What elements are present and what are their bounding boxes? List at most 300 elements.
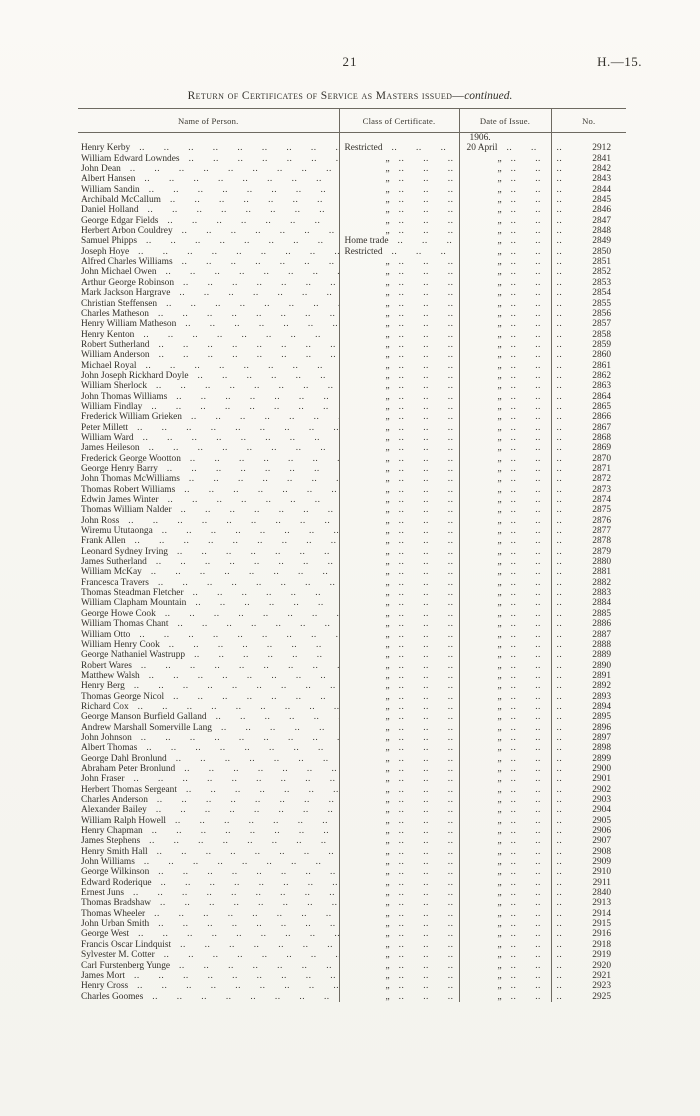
- certificate-class: „: [385, 453, 390, 464]
- table-row: [78, 319, 626, 329]
- dot-leader: [552, 361, 593, 371]
- dot-leader: [552, 392, 593, 402]
- issue-date: „: [497, 184, 502, 195]
- dot-leader: [552, 154, 593, 164]
- dot-leader: [149, 340, 338, 350]
- dot-leader: [552, 185, 593, 195]
- certificate-number: 2872: [592, 474, 611, 485]
- issue-date: „: [497, 619, 502, 630]
- certificate-number: 2882: [592, 577, 611, 588]
- certificate-class: „: [385, 732, 390, 743]
- certificate-number: 2918: [592, 939, 611, 950]
- dot-leader: [173, 257, 339, 267]
- dot-leader: [502, 733, 551, 743]
- column-header-class: Class of Certificate.: [339, 109, 459, 133]
- person-name: John Joseph Rickhard Doyle: [81, 370, 189, 381]
- dot-leader: [502, 619, 551, 629]
- dot-leader: [147, 805, 339, 815]
- dot-leader: [143, 992, 338, 1002]
- certificate-number: 2850: [592, 246, 611, 257]
- table-row: [78, 402, 626, 412]
- person-name: Albert Thomas: [81, 743, 138, 754]
- table-row: [78, 278, 626, 288]
- table-row: [78, 867, 626, 877]
- dot-leader: [502, 547, 551, 557]
- person-name: John Williams: [81, 857, 135, 868]
- table-row: [78, 495, 626, 505]
- issue-date: „: [497, 174, 502, 185]
- dot-leader: [552, 981, 593, 991]
- dot-leader: [502, 495, 551, 505]
- dot-leader: [502, 216, 551, 226]
- dot-leader: [390, 630, 459, 640]
- dot-leader: [390, 836, 459, 846]
- dot-leader: [390, 619, 459, 629]
- table-row: [78, 154, 626, 164]
- table-row: [78, 909, 626, 919]
- certificate-number: 2899: [592, 753, 611, 764]
- issue-date: „: [497, 929, 502, 940]
- person-name: Charles Matheson: [81, 308, 149, 319]
- dot-leader: [552, 909, 593, 919]
- dot-leader: [552, 712, 593, 722]
- dot-leader: [552, 743, 593, 753]
- certificate-class: „: [385, 836, 390, 847]
- issue-date: „: [497, 236, 502, 247]
- dot-leader: [180, 154, 339, 164]
- certificate-class: „: [385, 722, 390, 733]
- dot-leader: [502, 909, 551, 919]
- dot-leader: [502, 671, 551, 681]
- certificate-number: 2859: [592, 339, 611, 350]
- dot-leader: [159, 495, 339, 505]
- table-row: [78, 692, 626, 702]
- certificate-number: 2909: [592, 857, 611, 868]
- dot-leader: [502, 598, 551, 608]
- certificate-class: „: [385, 805, 390, 816]
- issue-date: „: [497, 867, 502, 878]
- dot-leader: [552, 371, 593, 381]
- issue-date: „: [497, 557, 502, 568]
- person-name: William McKay: [81, 567, 142, 578]
- issue-date: „: [497, 805, 502, 816]
- certificate-number: 2847: [592, 215, 611, 226]
- dot-leader: [552, 588, 593, 598]
- dot-leader: [552, 340, 593, 350]
- certificate-number: 2895: [592, 712, 611, 723]
- table-row: [78, 371, 626, 381]
- dot-leader: [383, 247, 459, 257]
- dot-leader: [390, 878, 459, 888]
- dot-leader: [552, 195, 593, 205]
- dot-leader: [390, 661, 459, 671]
- certificate-class: „: [385, 526, 390, 537]
- person-name: Archibald McCallum: [81, 195, 161, 206]
- dot-leader: [552, 464, 593, 474]
- issue-date: „: [497, 308, 502, 319]
- table-row: [78, 516, 626, 526]
- certificate-number: 2845: [592, 195, 611, 206]
- table-row: [78, 764, 626, 774]
- dot-leader: [390, 805, 459, 815]
- dot-leader: [502, 929, 551, 939]
- issue-date: „: [497, 588, 502, 599]
- dot-leader: [130, 630, 338, 640]
- person-name: Albert Hansen: [81, 174, 136, 185]
- issue-date: „: [497, 722, 502, 733]
- table-row: [78, 950, 626, 960]
- certificate-number: 2860: [592, 350, 611, 361]
- dot-leader: [552, 785, 593, 795]
- person-name: Abraham Peter Bronlund: [81, 763, 176, 774]
- table-row: [78, 971, 626, 981]
- person-name: Robert Wares: [81, 660, 132, 671]
- issue-date: „: [497, 391, 502, 402]
- dot-leader: [390, 485, 459, 495]
- person-name: Michael Royal: [81, 360, 137, 371]
- certificate-number: 2888: [592, 639, 611, 650]
- dot-leader: [552, 888, 593, 898]
- certificate-class: „: [385, 432, 390, 443]
- dot-leader: [390, 981, 459, 991]
- dot-leader: [502, 185, 551, 195]
- certificate-number: 2875: [592, 505, 611, 516]
- dot-leader: [502, 443, 551, 453]
- dot-leader: [390, 226, 459, 236]
- dot-leader: [552, 805, 593, 815]
- table-row: [78, 267, 626, 277]
- table-row: [78, 754, 626, 764]
- dot-leader: [172, 505, 339, 515]
- certificate-class: „: [385, 981, 390, 992]
- dot-leader: [552, 671, 593, 681]
- certificate-class: „: [385, 277, 390, 288]
- certificate-class: „: [385, 826, 390, 837]
- certificate-class: „: [385, 288, 390, 299]
- dot-leader: [502, 557, 551, 567]
- dot-leader: [552, 474, 593, 484]
- dot-leader: [390, 557, 459, 567]
- person-name: Arthur George Robinson: [81, 277, 175, 288]
- dot-leader: [552, 547, 593, 557]
- issue-date: „: [497, 991, 502, 1002]
- dot-leader: [502, 278, 551, 288]
- dot-leader: [498, 143, 551, 153]
- person-name: Charles Goomes: [81, 991, 144, 1002]
- dot-leader: [502, 402, 551, 412]
- certificate-class: „: [385, 598, 390, 609]
- issue-date: „: [497, 981, 502, 992]
- table-row: [78, 443, 626, 453]
- issue-date: „: [497, 753, 502, 764]
- issue-date: „: [497, 195, 502, 206]
- dot-leader: [552, 319, 593, 329]
- issue-date: „: [497, 743, 502, 754]
- dot-leader: [390, 588, 459, 598]
- dot-leader: [126, 536, 339, 546]
- certificate-class: „: [385, 484, 390, 495]
- table-row: [78, 681, 626, 691]
- dot-leader: [552, 961, 593, 971]
- dot-leader: [552, 733, 593, 743]
- dot-leader: [140, 185, 339, 195]
- dot-leader: [552, 609, 593, 619]
- person-name: James Mort: [81, 970, 126, 981]
- person-name: Richard Cox: [81, 701, 129, 712]
- table-row: [78, 598, 626, 608]
- document-title: [0, 90, 700, 102]
- person-name: Peter Millett: [81, 422, 129, 433]
- dot-leader: [174, 278, 338, 288]
- dot-leader: [182, 412, 339, 422]
- certificate-number: 2923: [592, 981, 611, 992]
- certificate-class: „: [385, 763, 390, 774]
- table-header-row: [78, 109, 626, 133]
- dot-leader: [134, 433, 339, 443]
- dot-leader: [552, 247, 593, 257]
- certificate-class: „: [385, 639, 390, 650]
- issue-date: „: [497, 629, 502, 640]
- certificate-class: „: [385, 505, 390, 516]
- issue-date: „: [497, 774, 502, 785]
- dot-leader: [129, 702, 339, 712]
- dot-leader: [390, 743, 459, 753]
- dot-leader: [390, 971, 459, 981]
- dot-leader: [502, 774, 551, 784]
- dot-leader: [552, 567, 593, 577]
- table-row: [78, 878, 626, 888]
- dot-leader: [502, 723, 551, 733]
- dot-leader: [502, 423, 551, 433]
- certificate-class: „: [385, 753, 390, 764]
- certificate-number: 2878: [592, 536, 611, 547]
- certificate-number: 2893: [592, 691, 611, 702]
- table-row: [78, 588, 626, 598]
- table-row: [78, 174, 626, 184]
- dot-leader: [142, 567, 339, 577]
- dot-leader: [390, 299, 459, 309]
- dot-leader: [390, 671, 459, 681]
- certificate-class: „: [385, 908, 390, 919]
- certificate-number: 2876: [592, 515, 611, 526]
- issue-date: „: [497, 526, 502, 537]
- dot-leader: [124, 888, 339, 898]
- issue-date: „: [497, 567, 502, 578]
- certificate-number: 2906: [592, 826, 611, 837]
- certificate-number: 2892: [592, 681, 611, 692]
- person-name: Frank Allen: [81, 536, 126, 547]
- dot-leader: [167, 754, 339, 764]
- dot-leader: [212, 723, 339, 733]
- table-row: [78, 392, 626, 402]
- dot-leader: [151, 898, 338, 908]
- dot-leader: [167, 392, 338, 402]
- dot-leader: [502, 878, 551, 888]
- dot-leader: [390, 526, 459, 536]
- dot-leader: [552, 836, 593, 846]
- dot-leader: [390, 640, 459, 650]
- person-name: George Manson Burfield Galland: [81, 712, 207, 723]
- certificate-number: 2858: [592, 329, 611, 340]
- dot-leader: [390, 443, 459, 453]
- certificate-class: „: [385, 370, 390, 381]
- dot-leader: [390, 795, 459, 805]
- certificate-class: „: [385, 950, 390, 961]
- certificate-class: „: [385, 815, 390, 826]
- certificate-number: 2919: [592, 950, 611, 961]
- dot-leader: [502, 485, 551, 495]
- certificate-class: „: [385, 577, 390, 588]
- certificate-number: 2877: [592, 526, 611, 537]
- certificate-class: „: [385, 567, 390, 578]
- dot-leader: [502, 692, 551, 702]
- certificate-number: 2915: [592, 919, 611, 930]
- certificate-number: 2891: [592, 670, 611, 681]
- dot-leader: [132, 733, 339, 743]
- table-body: [78, 133, 626, 1002]
- dot-leader: [157, 267, 339, 277]
- dot-leader: [552, 505, 593, 515]
- certificate-class: „: [385, 350, 390, 361]
- dot-leader: [552, 164, 593, 174]
- table-row: [78, 557, 626, 567]
- certificate-class: „: [385, 546, 390, 557]
- dot-leader: [156, 609, 339, 619]
- person-name: William Ward: [81, 432, 134, 443]
- certificate-class: „: [385, 929, 390, 940]
- dot-leader: [552, 723, 593, 733]
- certificate-number: 2852: [592, 267, 611, 278]
- dot-leader: [552, 423, 593, 433]
- certificate-class: „: [385, 608, 390, 619]
- table-row: [78, 547, 626, 557]
- person-name: George Howe Cook: [81, 608, 156, 619]
- person-name: James Heileson: [81, 443, 140, 454]
- certificate-number: 2907: [592, 836, 611, 847]
- issue-date: „: [497, 950, 502, 961]
- dot-leader: [502, 288, 551, 298]
- table-row: [78, 712, 626, 722]
- dot-leader: [502, 712, 551, 722]
- certificate-number: 2874: [592, 495, 611, 506]
- certificate-number: 2916: [592, 929, 611, 940]
- dot-leader: [147, 381, 338, 391]
- title-main: Return of Certificates of Service as Masters issued—: [187, 90, 465, 102]
- table-row: [78, 236, 626, 246]
- dot-leader: [502, 381, 551, 391]
- dot-leader: [502, 650, 551, 660]
- certificate-class: „: [385, 960, 390, 971]
- dot-leader: [552, 143, 593, 153]
- dot-leader: [189, 371, 339, 381]
- dot-leader: [390, 929, 459, 939]
- table-row: [78, 702, 626, 712]
- certificate-class: „: [385, 588, 390, 599]
- dot-leader: [132, 661, 339, 671]
- issue-date: „: [497, 443, 502, 454]
- certificate-number: 2868: [592, 432, 611, 443]
- dot-leader: [552, 236, 593, 246]
- issue-date: „: [497, 670, 502, 681]
- issue-date: „: [497, 329, 502, 340]
- table-row: [78, 847, 626, 857]
- dot-leader: [552, 774, 593, 784]
- dot-leader: [390, 412, 459, 422]
- dot-leader: [552, 692, 593, 702]
- dot-leader: [129, 929, 338, 939]
- certificate-number: 2911: [592, 877, 611, 888]
- dot-leader: [552, 299, 593, 309]
- dot-leader: [502, 299, 551, 309]
- dot-leader: [502, 898, 551, 908]
- dot-leader: [502, 340, 551, 350]
- page-header: [0, 54, 700, 70]
- person-name: Daniel Holland: [81, 205, 139, 216]
- certificate-class: „: [385, 443, 390, 454]
- dot-leader: [552, 619, 593, 629]
- person-name: James Sutherland: [81, 557, 147, 568]
- certificate-class: „: [385, 153, 390, 164]
- certificate-number: 2898: [592, 743, 611, 754]
- person-name: Ernest Juns: [81, 888, 124, 899]
- table-row: [78, 185, 626, 195]
- dot-leader: [552, 536, 593, 546]
- table-row: [78, 340, 626, 350]
- certificate-class: „: [385, 784, 390, 795]
- issue-date: „: [497, 732, 502, 743]
- dot-leader: [390, 309, 459, 319]
- issue-date: „: [497, 350, 502, 361]
- dot-leader: [502, 309, 551, 319]
- dot-leader: [502, 826, 551, 836]
- person-name: James Stephens: [81, 836, 141, 847]
- table-row: [78, 630, 626, 640]
- person-name: Henry William Matheson: [81, 319, 177, 330]
- table-row: [78, 288, 626, 298]
- dot-leader: [502, 971, 551, 981]
- dot-leader: [390, 474, 459, 484]
- certificate-class: „: [385, 650, 390, 661]
- certificate-number: 2894: [592, 701, 611, 712]
- person-name: Samuel Phipps: [81, 236, 137, 247]
- dot-leader: [502, 888, 551, 898]
- dot-leader: [552, 516, 593, 526]
- dot-leader: [390, 950, 459, 960]
- dot-leader: [502, 412, 551, 422]
- table-row: [78, 992, 626, 1002]
- certificate-class: „: [385, 898, 390, 909]
- dot-leader: [502, 164, 551, 174]
- issue-date: „: [497, 288, 502, 299]
- dot-leader: [502, 154, 551, 164]
- dot-leader: [552, 381, 593, 391]
- table-row: [78, 474, 626, 484]
- dot-leader: [552, 443, 593, 453]
- table-row: [78, 785, 626, 795]
- dot-leader: [552, 764, 593, 774]
- person-name: Sylvester M. Cotter: [81, 950, 155, 961]
- dot-leader: [502, 205, 551, 215]
- person-name: Wiremu Ututaonga: [81, 526, 153, 537]
- person-name: George Henry Barry: [81, 464, 158, 474]
- dot-leader: [383, 143, 459, 153]
- dot-leader: [129, 247, 338, 257]
- issue-date: „: [497, 401, 502, 412]
- certificate-class: „: [385, 743, 390, 754]
- dot-leader: [390, 609, 459, 619]
- issue-date: „: [497, 277, 502, 288]
- person-name: John Fraser: [81, 774, 125, 785]
